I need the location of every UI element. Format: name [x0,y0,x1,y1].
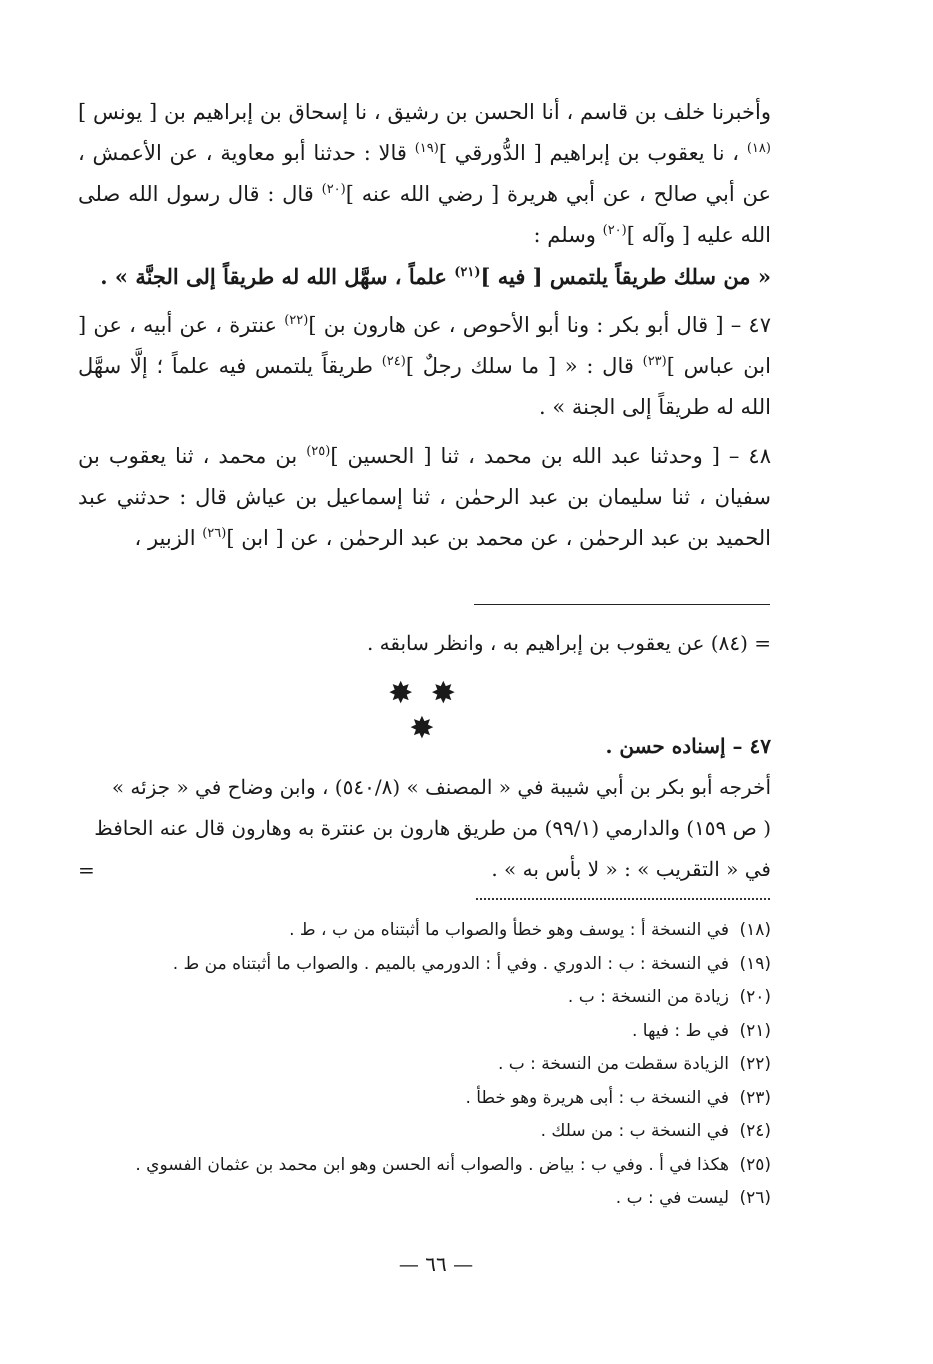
footnote-ref[interactable]: (٢٣) [642,354,667,369]
text-line: الأعمش ، عن أبي صالح ، عن أبي هريرة [ رضي الله عنه ] [78,141,771,206]
text-line: إلَّا سهَّل الله له طريقاً إلى الجنة » . [78,354,771,419]
text-line: صلى الله عليه [ وآله ] [78,182,771,247]
text-line: عبد الحميد بن عبد الرحمٰن ، عن محمد بن عبد الرحمٰن ، عن [ ابن ] [78,485,771,550]
text-line: قال : قال رسول الله [128,182,314,206]
quote-text: « من سلك طريقاً يلتمس [ فيه ] [480,264,771,289]
text-line: ، نا يعقوب بن إبراهيم [ الدُّورقي ] [438,141,740,165]
commentary-section [78,726,771,890]
section-divider [474,604,770,605]
footnote-number: (٢٦) [739,1188,771,1208]
text-line: الزبير ، [134,526,196,550]
star-ornament-icon: ✸ ✸ ✸ [388,676,460,746]
text-line: ٤٨ – [ وحدثنا عبد الله بن محمد ، ثنا [ الحسين ] [330,444,771,468]
footnote-item [60,1082,771,1116]
main-hadith-text [78,92,771,559]
footnote-item [60,1115,771,1149]
footnote-ref[interactable]: (١٨) [746,141,771,156]
footnote-text: الزيادة سقطت من النسخة : ب . [497,1054,729,1074]
hadith-48 [78,436,771,559]
footnote-text: في النسخة : ب : الدوري . وفي أ : الدورمي بالميم . والصواب ما أثبتناه من ط . [172,953,729,974]
para-1 [78,92,771,256]
footnote-number: (٢٤) [739,1121,771,1141]
continue-mark: = [78,858,95,882]
text-line: وسلم : [533,223,596,247]
text-line: أبيه ، عن [ ابن عباس ] [78,313,771,378]
footnote-divider [476,898,770,900]
text-line: بن محمد ، ثنا [175,444,298,468]
footnote-ref[interactable]: (٢٠) [602,223,627,238]
footnote-text: في النسخة ب : من سلك . [540,1121,729,1141]
footnote-ref[interactable]: (١٩) [414,141,439,156]
continuation-note: = (٨٤) عن يعقوب بن إبراهيم به ، وانظر سابقه . [366,631,771,655]
footnote-item [60,1182,771,1216]
footnote-text: هكذا في أ . وفي ب : بياض . والصواب أنه الحسن وهو ابن محمد بن عثمان الفسوي . [135,1154,729,1175]
commentary-heading: ٤٧ – إسناده حسن . [605,734,771,758]
text-line: قال : « [ ما سلك رجلٌ ] [405,354,634,378]
footnote-text: في النسخة أ : يوسف وهو خطأ والصواب ما أثبتناه من ب ، ط . [289,920,729,940]
footnote-number: (٢٣) [739,1087,771,1108]
footnotes-list [60,914,771,1216]
footnote-item [60,1048,771,1082]
footnote-ref[interactable]: (٢١) [454,265,481,280]
text-line: يعقوب بن سفيان ، ثنا سليمان بن عبد الرحمٰن ، ثنا إسماعيل بن عياش قال : حدثني [78,444,771,509]
footnote-number: (٢٥) [739,1154,771,1175]
text-line: عنترة ، عن [179,313,277,337]
footnote-item [60,1015,771,1049]
commentary-line: في « التقريب » : « لا بأس به » . [491,857,771,881]
footnote-number: (٢٢) [739,1054,771,1074]
footnote-text: في النسخة ب : أبى هريرة وهو خطأ . [465,1087,729,1108]
footnote-number: (١٩) [739,953,771,974]
text-line: طريقاً يلتمس فيه علماً ؛ [156,354,373,378]
footnote-ref[interactable]: (٢٢) [284,313,309,328]
text-line: وأخبرنا خلف بن قاسم ، أنا الحسن بن رشيق ، نا إسحاق بن إبراهيم بن [164,100,771,124]
footnote-item [60,914,771,948]
footnote-item [60,948,771,982]
footnote-text: ليست في : ب . [615,1188,729,1208]
footnote-ref[interactable]: (٢٠) [321,182,346,197]
quote-text: علماً ، سهَّل الله له طريقاً إلى الجنَّة » . [100,264,447,289]
footnote-number: (٢٠) [739,987,771,1007]
footnote-item [60,981,771,1015]
footnote-text: زيادة من النسخة : ب . [567,987,729,1007]
footnote-text: في ط : فيها . [631,1020,729,1041]
text-line: ٤٧ – [ قال أبو بكر : ونا أبو الأحوص ، عن هارون بن ] [308,313,771,337]
footnote-number: (٢١) [739,1020,771,1041]
commentary-line: أخرجه أبو بكر بن أبي شيبة في « المصنف » (٥٤٠/٨) ، وابن وضاح في « جزئه » [111,775,771,799]
footnote-ref[interactable]: (٢٥) [306,444,331,459]
footnote-item [60,1149,771,1183]
commentary-line: ( ص ١٥٩) والدارمي (٩٩/١) من طريق هارون بن عنترة به وهارون قال عنه الحافظ [94,816,771,840]
page-number: — ٦٦ — [398,1252,474,1276]
footnote-number: (١٨) [739,920,771,940]
text-line: [ يونس ] [78,100,158,124]
footnote-ref[interactable]: (٢٤) [381,354,406,369]
hadith-47 [78,305,771,428]
footnote-ref[interactable]: (٢٦) [202,526,227,541]
hadith-quote [78,256,771,297]
text-line: قالا : حدثنا أبو معاوية ، عن [169,141,407,165]
